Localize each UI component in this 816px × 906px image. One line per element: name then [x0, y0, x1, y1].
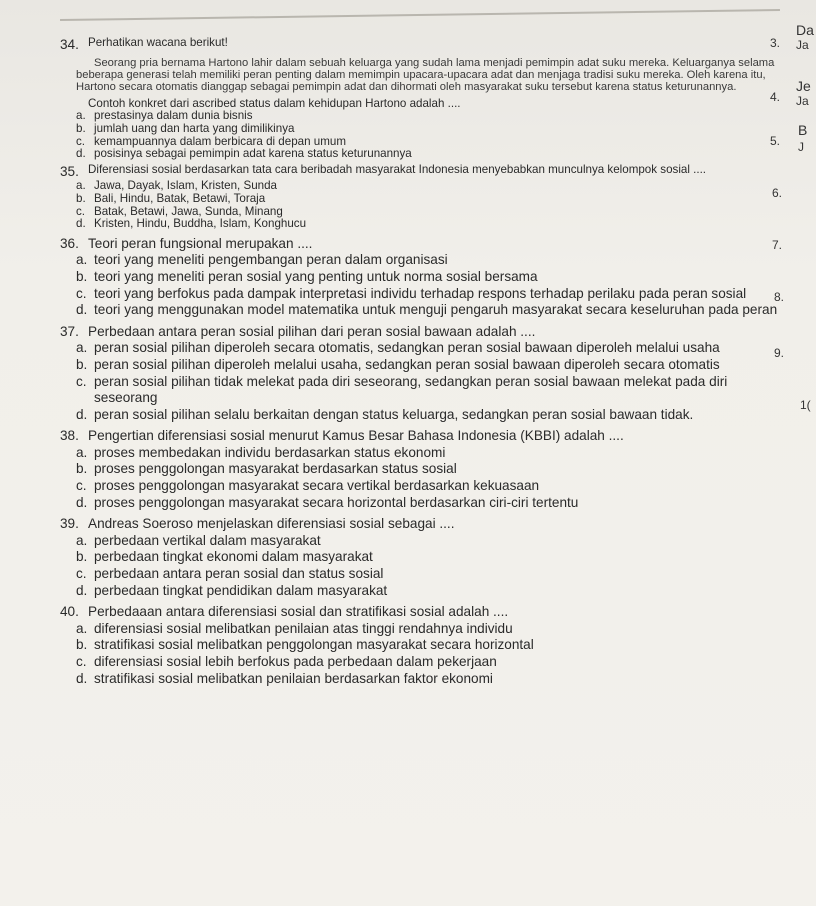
question-34 — [60, 37, 780, 161]
question-38 — [60, 428, 780, 511]
option-text: perbedaan tingkat ekonomi dalam masyarakat — [94, 549, 373, 565]
side-mark: J — [798, 140, 804, 154]
option-c[interactable] — [76, 654, 780, 671]
option-text: Jawa, Dayak, Islam, Kristen, Sunda — [94, 179, 278, 193]
side-mark: Ja — [796, 94, 809, 108]
option-d[interactable] — [76, 583, 780, 600]
side-mark: 8. — [774, 290, 785, 304]
option-b[interactable] — [76, 123, 780, 136]
side-mark: 7. — [772, 238, 783, 252]
option-b[interactable] — [76, 461, 780, 478]
option-text: teori yang meneliti pengembangan peran dalam organisasi — [94, 252, 448, 268]
question-36 — [60, 235, 783, 319]
option-letter: a. — [76, 532, 88, 548]
option-letter: a. — [76, 340, 88, 356]
question-37 — [60, 324, 780, 424]
question-prompt: Contoh konkret dari ascribed status dalam kehidupan Hartono adalah .... — [88, 96, 461, 110]
option-text: proses membedakan individu berdasarkan status ekonomi — [94, 444, 446, 460]
option-text: posisinya sebagai pemimpin adat karena status keturunannya — [94, 147, 412, 161]
option-b[interactable] — [76, 193, 780, 206]
question-text: Teori peran fungsional merupakan .... — [88, 235, 313, 251]
option-letter: d. — [76, 217, 86, 231]
option-c[interactable] — [76, 566, 780, 583]
option-b[interactable] — [76, 357, 780, 374]
option-c[interactable] — [76, 374, 780, 407]
option-a[interactable] — [76, 445, 780, 462]
question-number: 36. — [60, 235, 79, 251]
page-top-rule — [60, 9, 780, 21]
options-list — [60, 252, 780, 318]
cropped-side-column — [770, 0, 816, 906]
option-letter: b. — [76, 356, 88, 372]
option-text: peran sosial pilihan diperoleh secara otomatis, sedangkan peran sosial bawaan diperoleh melalui usaha — [94, 340, 720, 356]
side-mark: 5. — [770, 134, 781, 148]
passage — [60, 57, 780, 94]
side-mark: 6. — [772, 186, 783, 200]
option-letter: a. — [76, 444, 88, 460]
option-letter: c. — [76, 373, 87, 389]
options-list — [60, 340, 780, 423]
option-text: perbedaan tingkat pendidikan dalam masyarakat — [94, 582, 388, 598]
side-mark: Da — [796, 22, 814, 38]
side-mark: B — [798, 122, 808, 138]
question-number: 37. — [60, 323, 79, 339]
option-a[interactable] — [76, 340, 780, 357]
option-letter: b. — [76, 637, 88, 653]
option-text: diferensiasi sosial lebih berfokus pada perbedaan dalam pekerjaan — [94, 654, 497, 669]
option-letter: c. — [76, 566, 87, 582]
question-text: Perbedaaan antara diferensiasi sosial dan stratifikasi sosial adalah .... — [88, 604, 509, 620]
option-b[interactable] — [76, 269, 780, 286]
option-letter: d. — [76, 302, 88, 318]
option-letter: b. — [76, 549, 88, 565]
question-40 — [60, 604, 780, 687]
option-letter: d. — [76, 147, 86, 161]
options-list — [60, 445, 780, 511]
options-list — [60, 179, 783, 231]
option-letter: b. — [76, 191, 86, 205]
option-a[interactable] — [76, 252, 780, 269]
option-b[interactable] — [76, 637, 780, 654]
question-number: 34. — [60, 37, 79, 52]
option-text: stratifikasi sosial melibatkan penilaian berdasarkan faktor ekonomi — [94, 670, 493, 686]
options-list — [60, 621, 780, 687]
side-mark: Je — [796, 78, 811, 94]
option-d[interactable] — [76, 407, 780, 424]
option-letter: a. — [76, 620, 88, 636]
option-text: stratifikasi sosial melibatkan penggolongan masyarakat secara horizontal — [94, 637, 534, 653]
option-a[interactable] — [76, 621, 780, 638]
option-text: proses penggolongan masyarakat secara vertikal berdasarkan kekuasaan — [94, 478, 540, 494]
question-35 — [60, 162, 783, 231]
question-text: Pengertian diferensiasi sosial menurut Kamus Besar Bahasa Indonesia (KBBI) adalah .... — [88, 428, 624, 444]
option-letter: c. — [76, 654, 87, 669]
option-b[interactable] — [76, 549, 780, 566]
option-c[interactable] — [76, 478, 780, 495]
option-letter: b. — [76, 122, 86, 135]
option-text: prestasinya dalam dunia bisnis — [94, 109, 253, 123]
option-d[interactable] — [76, 218, 780, 231]
option-letter: b. — [76, 461, 88, 477]
passage-text: Seorang pria bernama Hartono lahir dalam sebuah keluarga yang sudah lama menjadi pemimpin adat suku mereka. Keluarganya selama beberapa generasi telah memiliki peran penting dalam memimpin upacara-upacara adat dan menjaga tradisi suku mereka. Oleh karena itu, Hartono secara otomatis dianggap sebagai pemimpin adat dan dihormati oleh masyarakat suku tersebut karena status keturunannya. — [76, 56, 775, 94]
side-mark: 9. — [774, 346, 785, 360]
option-letter: d. — [76, 582, 88, 598]
option-letter: c. — [76, 204, 86, 218]
option-text: perbedaan antara peran sosial dan status sosial — [94, 566, 384, 582]
option-text: teori yang menggunakan model matematika untuk menguji pengaruh masyarakat secara keseluruhan pada peran — [94, 302, 778, 318]
side-mark: 3. — [770, 36, 781, 50]
option-c[interactable] — [76, 286, 780, 303]
question-text: Diferensiasi sosial berdasarkan tata cara beribadah masyarakat Indonesia menyebabkan munculnya kelompok sosial .... — [88, 162, 707, 176]
option-text: proses penggolongan masyarakat berdasarkan status sosial — [94, 461, 457, 477]
option-letter: c. — [76, 134, 86, 148]
option-d[interactable] — [76, 302, 780, 319]
question-text: Andreas Soeroso menjelaskan diferensiasi sosial sebagai .... — [88, 516, 455, 532]
option-letter: a. — [76, 252, 88, 268]
option-d[interactable] — [76, 671, 780, 688]
question-text: Perhatikan wacana berikut! — [88, 36, 228, 49]
option-text: kemampuannya dalam berbicara di depan umum — [94, 134, 346, 148]
options-list — [60, 110, 780, 160]
option-letter: d. — [76, 406, 88, 422]
option-text: proses penggolongan masyarakat secara horizontal berdasarkan ciri-ciri tertentu — [94, 494, 579, 510]
option-text: teori yang berfokus pada dampak interpretasi individu terhadap respons terhadap perilaku pada peran sosial — [94, 285, 747, 301]
side-mark: Ja — [796, 38, 809, 52]
side-mark: 1( — [800, 398, 811, 412]
option-letter: a. — [76, 179, 86, 193]
option-d[interactable] — [76, 148, 780, 161]
question-number: 38. — [60, 428, 79, 444]
option-letter: d. — [76, 670, 88, 686]
option-text: Batak, Betawi, Jawa, Sunda, Minang — [94, 204, 283, 218]
option-letter: b. — [76, 268, 88, 284]
option-letter: c. — [76, 285, 87, 301]
option-text: Kristen, Hindu, Buddha, Islam, Konghucu — [94, 217, 307, 231]
option-text: teori yang meneliti peran sosial yang penting untuk norma sosial bersama — [94, 268, 538, 284]
option-a[interactable] — [76, 533, 780, 550]
option-text: perbedaan vertikal dalam masyarakat — [94, 532, 321, 548]
side-mark: 4. — [770, 90, 781, 104]
option-letter: c. — [76, 478, 87, 494]
option-text: peran sosial pilihan diperoleh melalui usaha, sedangkan peran sosial bawaan diperoleh secara otomatis — [94, 356, 720, 372]
option-text: Bali, Hindu, Batak, Betawi, Toraja — [94, 191, 266, 205]
option-letter: a. — [76, 109, 86, 123]
question-number: 39. — [60, 516, 79, 532]
option-text: peran sosial pilihan selalu berkaitan dengan status keluarga, sedangkan peran sosial bawaan tidak. — [94, 406, 694, 422]
option-text: jumlah uang dan harta yang dimilikinya — [94, 122, 295, 135]
questions-column — [60, 24, 783, 687]
option-d[interactable] — [76, 495, 780, 512]
option-letter: d. — [76, 494, 88, 510]
question-number: 40. — [60, 604, 79, 620]
option-text: diferensiasi sosial melibatkan penilaian atas tinggi rendahnya individu — [94, 620, 513, 636]
options-list — [60, 533, 780, 599]
question-39 — [60, 516, 780, 599]
option-text: peran sosial pilihan tidak melekat pada diri seseorang, sedangkan peran sosial bawaan melekat pada diri seseorang — [94, 373, 728, 406]
question-number: 35. — [60, 163, 79, 179]
question-text: Perbedaan antara peran sosial pilihan dari peran sosial bawaan adalah .... — [88, 323, 536, 339]
